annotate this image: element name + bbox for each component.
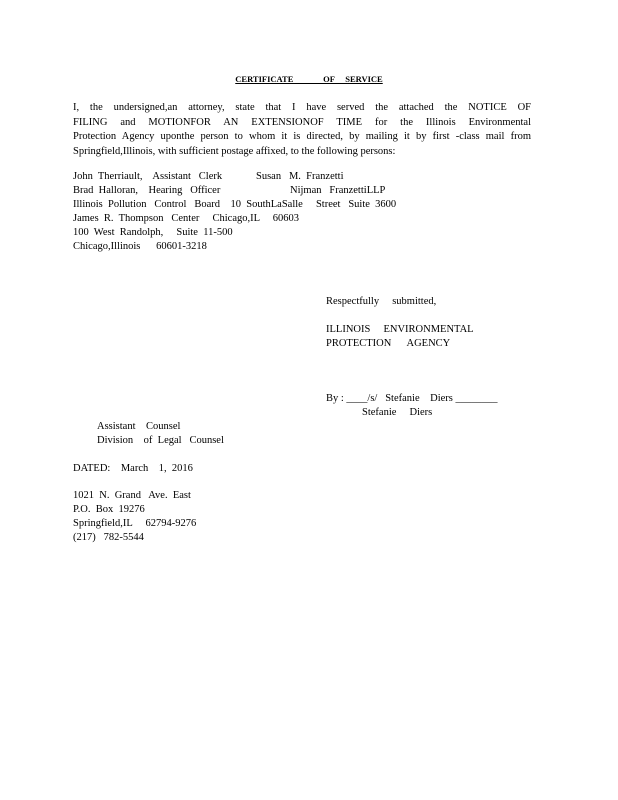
agency-name-line: PROTECTION AGENCY [326,338,451,349]
recipient-line: Susan M. Franzetti [256,171,344,182]
recipient-line: James R. Thompson Center Chicago,IL 60603 [73,213,300,224]
closing-respectfully: Respectfully submitted, [326,296,437,307]
statement-line: Protection Agency uponthe person to whom it is directed, by mailing it by first -class mail from [73,131,531,142]
statement-line: I, the undersigned,an attorney, state that I have served the attached the NOTICE OF [73,102,531,113]
statement-line: Springfield,Illinois, with sufficient postage affixed, to the following persons: [73,145,396,157]
agency-name-line: ILLINOIS ENVIRONMENTAL [326,324,474,335]
recipient-line: Nijman FranzettiLLP [290,185,386,196]
service-statement [73,101,531,159]
signer-division: Division of Legal Counsel [97,435,224,446]
recipient-line: Illinois Pollution Control Board 10 SouthLaSalle Street Suite 3600 [73,199,397,210]
recipient-line: 100 West Randolph, Suite 11-500 [73,227,233,238]
recipient-line: Chicago,Illinois 60601-3218 [73,241,207,252]
signer-title: Assistant Counsel [97,421,181,432]
signer-name: Stefanie Diers [362,407,433,418]
signature-line: By : ____/s/ Stefanie Diers ________ [326,393,498,404]
address-line: Springfield,IL 62794-9276 [73,518,197,529]
address-line: (217) 782-5544 [73,532,144,543]
statement-line: FILING and MOTIONFOR AN EXTENSIONOF TIME for the Illinois Environmental [73,116,531,128]
address-line: 1021 N. Grand Ave. East [73,490,191,501]
document-title: CERTIFICATE OF SERVICE [235,74,383,84]
address-line: P.O. Box 19276 [73,504,145,515]
recipient-line: John Therriault, Assistant Clerk [73,171,223,182]
dated-line: DATED: March 1, 2016 [73,463,193,474]
recipient-line: Brad Halloran, Hearing Officer [73,185,221,196]
